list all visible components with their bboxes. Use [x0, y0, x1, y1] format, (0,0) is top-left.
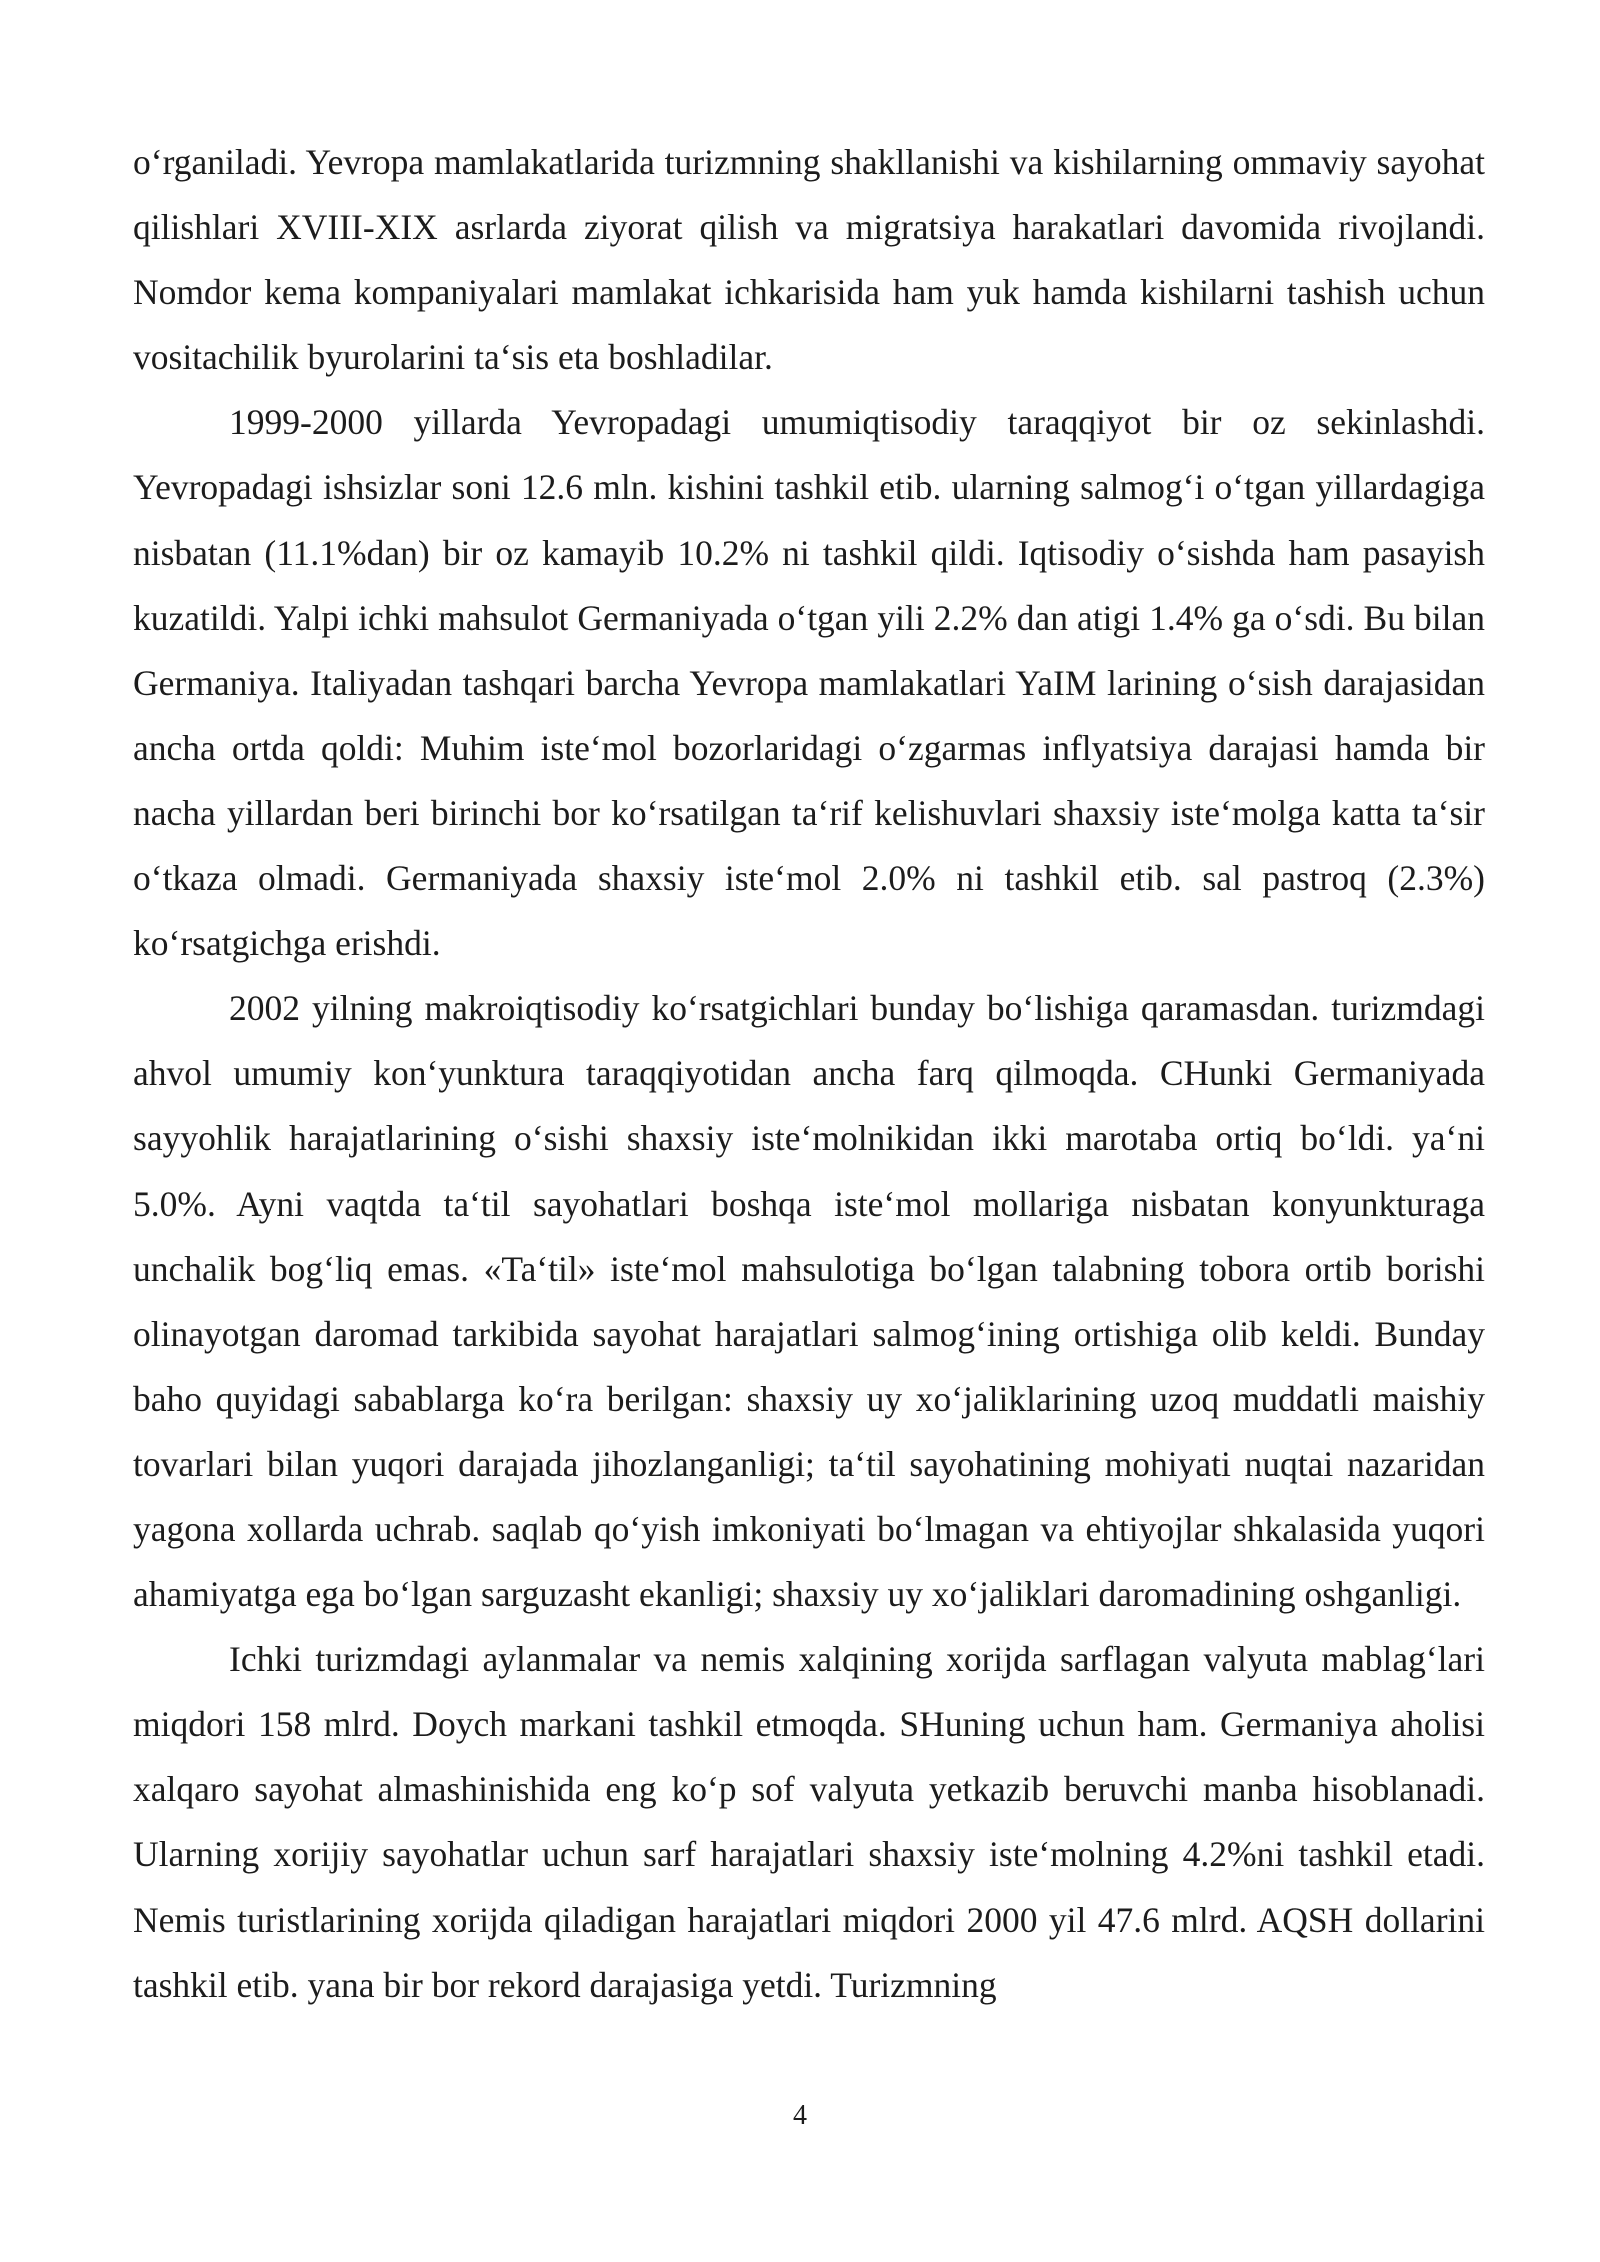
paragraph-2002-indicators: 2002 yilning makroiqtisodiy ko‘rsatgichlari bunday bo‘lishiga qaramasdan. turizmdagi ahvol umumiy kon‘yunktura taraqqiyotidan ancha farq qilmoqda. CHunki Germaniyada sayyohlik harajatlarining o‘sishi shaxsiy iste‘molnikidan ikki marotaba ortiq bo‘ldi. ya‘ni 5.0%. Ayni vaqtda ta‘til sayohatlari boshqa iste‘mol mollariga nisbatan konyunkturaga unchalik bog‘liq emas. «Ta‘til» iste‘mol mahsulotiga bo‘lgan talabning tobora ortib borishi olinayotgan daromad tarkibida sayohat harajatlari salmog‘ining ortishiga olib keldi. Bunday baho quyidagi sabablarga ko‘ra berilgan: shaxsiy uy xo‘jaliklarining uzoq muddatli maishiy tovarlari bilan yuqori darajada jihozlanganligi; ta‘til sayohatining mohiyati nuqtai nazaridan yagona xollarda uchrab. saqlab qo‘yish imkoniyati bo‘lmagan va ehtiyojlar shkalasida yuqori ahamiyatga ega bo‘lgan sarguzasht ekanligi; shaxsiy uy xo‘jaliklari daromadining oshganligi.: [133, 988, 1485, 1615]
paragraph-continuation: o‘rganiladi. Yevropa mamlakatlarida turizmning shakllanishi va kishilarning ommaviy sayohat qilishlari XVIII-XIX asrlarda ziyorat qilish va migratsiya harakatlari davomida rivojlandi. Nomdor kema kompaniyalari mamlakat ichkarisida ham yuk hamda kishilarni tashish uchun vositachilik byurolarini ta‘sis eta boshladilar.: [133, 142, 1485, 378]
paragraph-domestic-tourism: Ichki turizmdagi aylanmalar va nemis xalqining xorijda sarflagan valyuta mablag‘lari miqdori 158 mlrd. Doych markani tashkil etmoqda. SHuning uchun ham. Germaniya aholisi xalqaro sayohat almashinishida eng ko‘p sof valyuta yetkazib beruvchi manba hisoblanadi. Ularning xorijiy sayohatlar uchun sarf harajatlari shaxsiy iste‘molning 4.2%ni tashkil etadi. Nemis turistlarining xorijda qiladigan harajatlari miqdori 2000 yil 47.6 mlrd. AQSH dollarini tashkil etib. yana bir bor rekord darajasiga yetdi. Turizmning: [133, 1639, 1485, 2005]
document-body: [133, 130, 1485, 2018]
page-number: 4: [793, 2100, 807, 2131]
paragraph-europe-economy: 1999-2000 yillarda Yevropadagi umumiqtisodiy taraqqiyot bir oz sekinlashdi. Yevropadagi ishsizlar soni 12.6 mln. kishini tashkil etib. ularning salmog‘i o‘tgan yillardagiga nisbatan (11.1%dan) bir oz kamayib 10.2% ni tashkil qildi. Iqtisodiy o‘sishda ham pasayish kuzatildi. Yalpi ichki mahsulot Germaniyada o‘tgan yili 2.2% dan atigi 1.4% ga o‘sdi. Bu bilan Germaniya. Italiyadan tashqari barcha Yevropa mamlakatlari YaIM larining o‘sish darajasidan ancha ortda qoldi: Muhim iste‘mol bozorlaridagi o‘zgarmas inflyatsiya darajasi hamda bir nacha yillardan beri birinchi bor ko‘rsatilgan ta‘rif kelishuvlari shaxsiy iste‘molga katta ta‘sir o‘tkaza olmadi. Germaniyada shaxsiy iste‘mol 2.0% ni tashkil etib. sal pastroq (2.3%) ko‘rsatgichga erishdi.: [133, 402, 1485, 964]
